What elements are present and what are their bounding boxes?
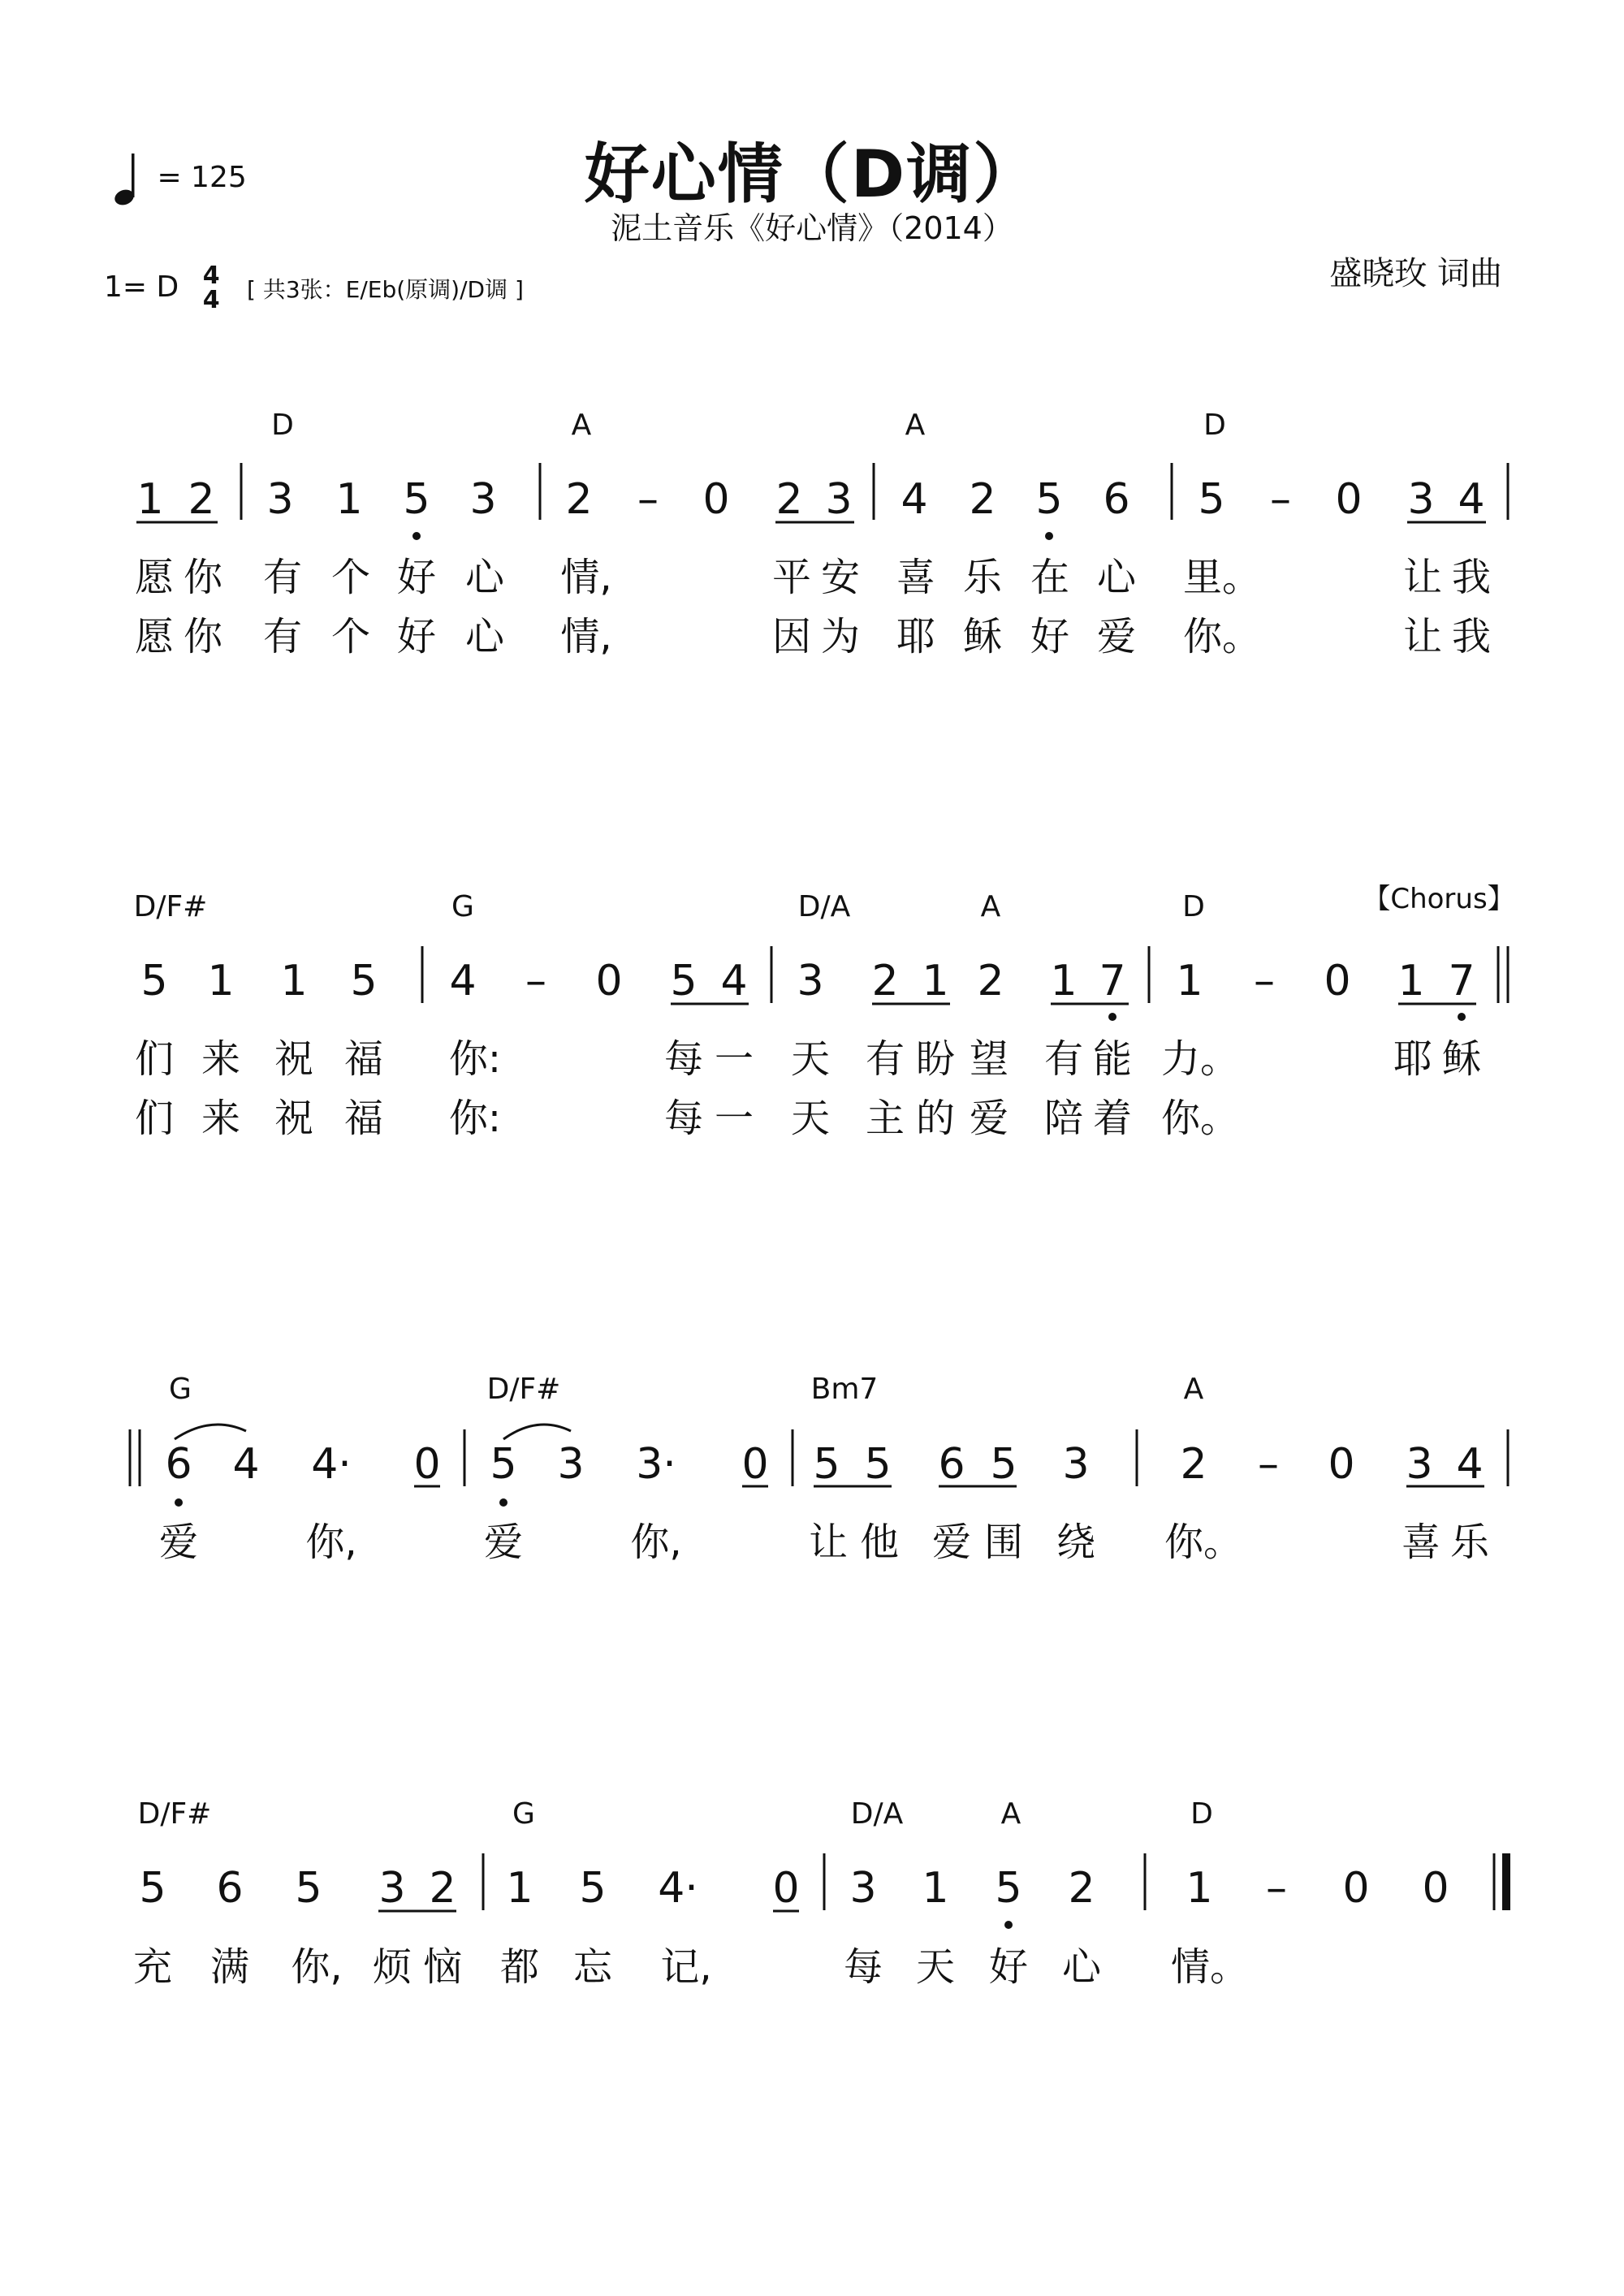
note: 1	[335, 475, 363, 524]
lyric: 的	[915, 1096, 956, 1141]
chord-symbol: G	[512, 1797, 535, 1831]
lyric: 一	[714, 1036, 754, 1082]
note: 1	[922, 1864, 949, 1913]
note: 0	[1422, 1864, 1449, 1913]
note: 4	[901, 475, 928, 524]
note: 3	[1062, 1440, 1090, 1489]
time-signature-top: 4	[202, 262, 220, 290]
lyric: 好	[396, 614, 437, 659]
note: 5	[350, 957, 378, 1005]
note: 7	[1099, 957, 1126, 1005]
lyric: 着	[1092, 1096, 1133, 1141]
note: 5	[579, 1864, 607, 1913]
low-octave-dots	[412, 532, 1053, 540]
lyric: 都	[499, 1944, 540, 1990]
lyric: 心	[1096, 555, 1137, 600]
lyric: 乐	[962, 555, 1003, 600]
lyric: 满	[209, 1944, 250, 1990]
score-row-4	[133, 1797, 1510, 1990]
lyric: 祝	[274, 1096, 314, 1141]
low-octave-dots	[175, 1498, 508, 1507]
lyric: 你,	[291, 1944, 343, 1990]
note: –	[1266, 1864, 1287, 1913]
lyric: 爱	[931, 1520, 972, 1565]
lyric: 好	[988, 1944, 1029, 1990]
lyric: 让	[1402, 614, 1443, 659]
lyric: 你:	[448, 1036, 502, 1082]
chord-symbol: D	[1190, 1797, 1213, 1831]
lyric: 天	[790, 1096, 831, 1141]
note: 6	[1103, 475, 1130, 524]
chorus-mark: 【Chorus】	[1363, 883, 1515, 915]
lyric: 一	[714, 1096, 754, 1141]
note: 5	[490, 1440, 517, 1489]
note: 3	[1407, 475, 1435, 524]
lyric: 福	[343, 1036, 384, 1082]
lyric: 耶	[1393, 1036, 1433, 1082]
lyric: 望	[969, 1036, 1009, 1082]
lyric: 有	[262, 614, 303, 659]
key-label: 1= D	[104, 270, 179, 304]
chord-symbol: D/F#	[133, 890, 208, 923]
lyric: 心	[464, 555, 505, 600]
note: 2	[977, 957, 1004, 1005]
lyric: 爱	[1096, 614, 1137, 659]
lyric: 你	[183, 555, 223, 600]
lyric: 好	[396, 555, 437, 600]
note: 6	[938, 1440, 965, 1489]
lyric: 祝	[274, 1036, 314, 1082]
note: 1	[1176, 957, 1203, 1005]
lyric: 愿	[134, 614, 175, 659]
lyric: 安	[820, 555, 861, 600]
note: 1	[136, 475, 164, 524]
note: 3	[378, 1864, 406, 1913]
lyric: 你,	[305, 1520, 357, 1565]
note: 2	[565, 475, 593, 524]
lyric: 们	[134, 1036, 175, 1082]
lyric: 里。	[1182, 555, 1262, 600]
lyric: 稣	[1441, 1036, 1482, 1082]
note: 3	[825, 475, 853, 524]
lyric: 你。	[1164, 1520, 1243, 1565]
note: 2	[188, 475, 215, 524]
lyric: 你:	[448, 1096, 502, 1141]
lyric: 情,	[560, 614, 612, 659]
note: 5	[140, 957, 168, 1005]
note: 5	[990, 1440, 1017, 1489]
time-signature-bottom: 4	[202, 286, 220, 314]
lyric: 你。	[1160, 1096, 1240, 1141]
lyric: 喜	[896, 555, 936, 600]
lyric: 让	[1402, 555, 1443, 600]
lyric: 记,	[660, 1944, 712, 1990]
lyric: 力。	[1160, 1036, 1240, 1082]
lyric: 爱	[158, 1520, 199, 1565]
chord-symbol: D	[271, 409, 294, 442]
lyric: 好	[1030, 614, 1070, 659]
note: –	[525, 957, 546, 1005]
composer-credit: 盛晓玫 词曲	[1329, 255, 1502, 292]
lyric: 愿	[134, 555, 175, 600]
lyric: 他	[859, 1520, 900, 1565]
lyric: 你。	[1182, 614, 1262, 659]
note: 3	[849, 1864, 877, 1913]
lyric: 爱	[483, 1520, 524, 1565]
lyric: 平	[771, 555, 812, 600]
note: 3·	[636, 1440, 676, 1489]
note: 2	[429, 1864, 456, 1913]
slurs	[175, 1425, 571, 1439]
note: 2	[775, 475, 803, 524]
note: –	[1270, 475, 1291, 524]
lyric: 心	[464, 614, 505, 659]
lyric: 你,	[630, 1520, 682, 1565]
lyric: 来	[201, 1096, 241, 1141]
lyric: 每	[843, 1944, 883, 1990]
lyric: 有	[262, 555, 303, 600]
chord-symbol: Bm7	[810, 1373, 879, 1406]
note: 5	[670, 957, 698, 1005]
lyric: 充	[132, 1944, 173, 1990]
note: 0	[1335, 475, 1363, 524]
note: 1	[922, 957, 949, 1005]
note: 3	[266, 475, 294, 524]
note: 5	[1035, 475, 1063, 524]
chord-symbol: A	[1183, 1373, 1204, 1406]
note: 1	[1186, 1864, 1213, 1913]
note: 1	[1397, 957, 1425, 1005]
lyric: 主	[865, 1096, 905, 1141]
note: 1	[280, 957, 308, 1005]
lyric: 天	[915, 1944, 956, 1990]
note: 5	[995, 1864, 1022, 1913]
note: 5	[864, 1440, 892, 1489]
final-barline	[1502, 1853, 1510, 1910]
chord-symbol: G	[169, 1373, 192, 1406]
note: 3	[469, 475, 497, 524]
lyric: 陪	[1043, 1096, 1084, 1141]
note: 3	[797, 957, 824, 1005]
lyric: 绕	[1056, 1520, 1096, 1565]
note: –	[1258, 1440, 1279, 1489]
note: –	[1254, 957, 1275, 1005]
note: 2	[871, 957, 899, 1005]
lyric: 因	[771, 614, 812, 659]
lyric: 为	[820, 614, 861, 659]
note: 5	[1198, 475, 1225, 524]
note: 3	[557, 1440, 585, 1489]
chord-symbol: D	[1182, 890, 1205, 923]
note: 0	[413, 1440, 441, 1489]
lyric: 喜	[1401, 1520, 1441, 1565]
note: 7	[1448, 957, 1475, 1005]
note: 0	[1328, 1440, 1355, 1489]
lyric: 有	[1043, 1036, 1084, 1082]
score-row-1	[135, 409, 1508, 659]
low-octave-dots	[1108, 1013, 1466, 1021]
score-row-3	[130, 1373, 1508, 1565]
note: 4	[232, 1440, 260, 1489]
chord-symbol: D/F#	[486, 1373, 561, 1406]
note: 4	[1456, 1440, 1484, 1489]
chord-symbol: D/A	[797, 890, 851, 923]
tempo-value: = 125	[157, 161, 247, 194]
lyric: 每	[663, 1036, 704, 1082]
key-versions-note: [ 共3张：E/Eb(原调)/D调 ]	[247, 276, 524, 303]
note: 4·	[311, 1440, 352, 1489]
chord-symbol: G	[451, 890, 474, 923]
lyric: 你	[183, 614, 223, 659]
note: 1	[1050, 957, 1078, 1005]
chord-symbol: D	[1203, 409, 1226, 442]
chord-symbol: A	[980, 890, 1001, 923]
note: 4	[1458, 475, 1485, 524]
lyric: 围	[983, 1520, 1024, 1565]
note: 0	[595, 957, 623, 1005]
lyric: 们	[134, 1096, 175, 1141]
lyric: 来	[201, 1036, 241, 1082]
note: 5	[295, 1864, 322, 1913]
lyric: 福	[343, 1096, 384, 1141]
chord-symbol: D/F#	[137, 1797, 212, 1831]
lyric: 耶	[896, 614, 936, 659]
note: 1	[506, 1864, 533, 1913]
lyric: 情。	[1170, 1944, 1250, 1990]
lyric: 恼	[422, 1944, 463, 1990]
note: 5	[403, 475, 430, 524]
note: 0	[702, 475, 730, 524]
note: 0	[772, 1864, 800, 1913]
note: 1	[207, 957, 235, 1005]
note: 0	[1342, 1864, 1370, 1913]
lyric: 忘	[572, 1944, 613, 1990]
note: 6	[216, 1864, 244, 1913]
lyric: 我	[1451, 614, 1492, 659]
note: 5	[139, 1864, 166, 1913]
lyric: 让	[808, 1520, 849, 1565]
note: 3	[1406, 1440, 1433, 1489]
bar-lines	[241, 463, 1508, 520]
note: 4	[449, 957, 477, 1005]
note: 6	[165, 1440, 192, 1489]
lyric: 爱	[969, 1096, 1009, 1141]
note: 4	[720, 957, 748, 1005]
lyric: 能	[1092, 1036, 1133, 1082]
lyric: 稣	[962, 614, 1003, 659]
song-subtitle: 泥土音乐《好心情》（2014）	[611, 210, 1013, 246]
lyric: 个	[330, 555, 371, 600]
score-row-2	[134, 883, 1515, 1141]
lyric: 个	[330, 614, 371, 659]
lyric: 每	[663, 1096, 704, 1141]
lyric: 天	[790, 1036, 831, 1082]
lyric: 我	[1451, 555, 1492, 600]
song-title: 好心情（D调）	[584, 136, 1040, 212]
low-octave-dots	[1004, 1921, 1013, 1929]
chord-symbol: A	[571, 409, 592, 442]
note: 2	[1068, 1864, 1095, 1913]
note: 0	[741, 1440, 769, 1489]
lyric: 心	[1061, 1944, 1102, 1990]
lyric: 有	[865, 1036, 905, 1082]
note: 2	[1180, 1440, 1207, 1489]
note: 5	[813, 1440, 840, 1489]
note: 2	[969, 475, 996, 524]
lyric: 情,	[560, 555, 612, 600]
lyric: 乐	[1449, 1520, 1490, 1565]
chord-symbol: D/A	[850, 1797, 904, 1831]
note: –	[637, 475, 659, 524]
chord-symbol: A	[1000, 1797, 1021, 1831]
chord-symbol: A	[905, 409, 926, 442]
note: 0	[1324, 957, 1351, 1005]
lyric: 在	[1030, 555, 1070, 600]
lyric: 烦	[372, 1944, 412, 1990]
note: 4·	[658, 1864, 698, 1913]
lyric: 盼	[915, 1036, 956, 1082]
